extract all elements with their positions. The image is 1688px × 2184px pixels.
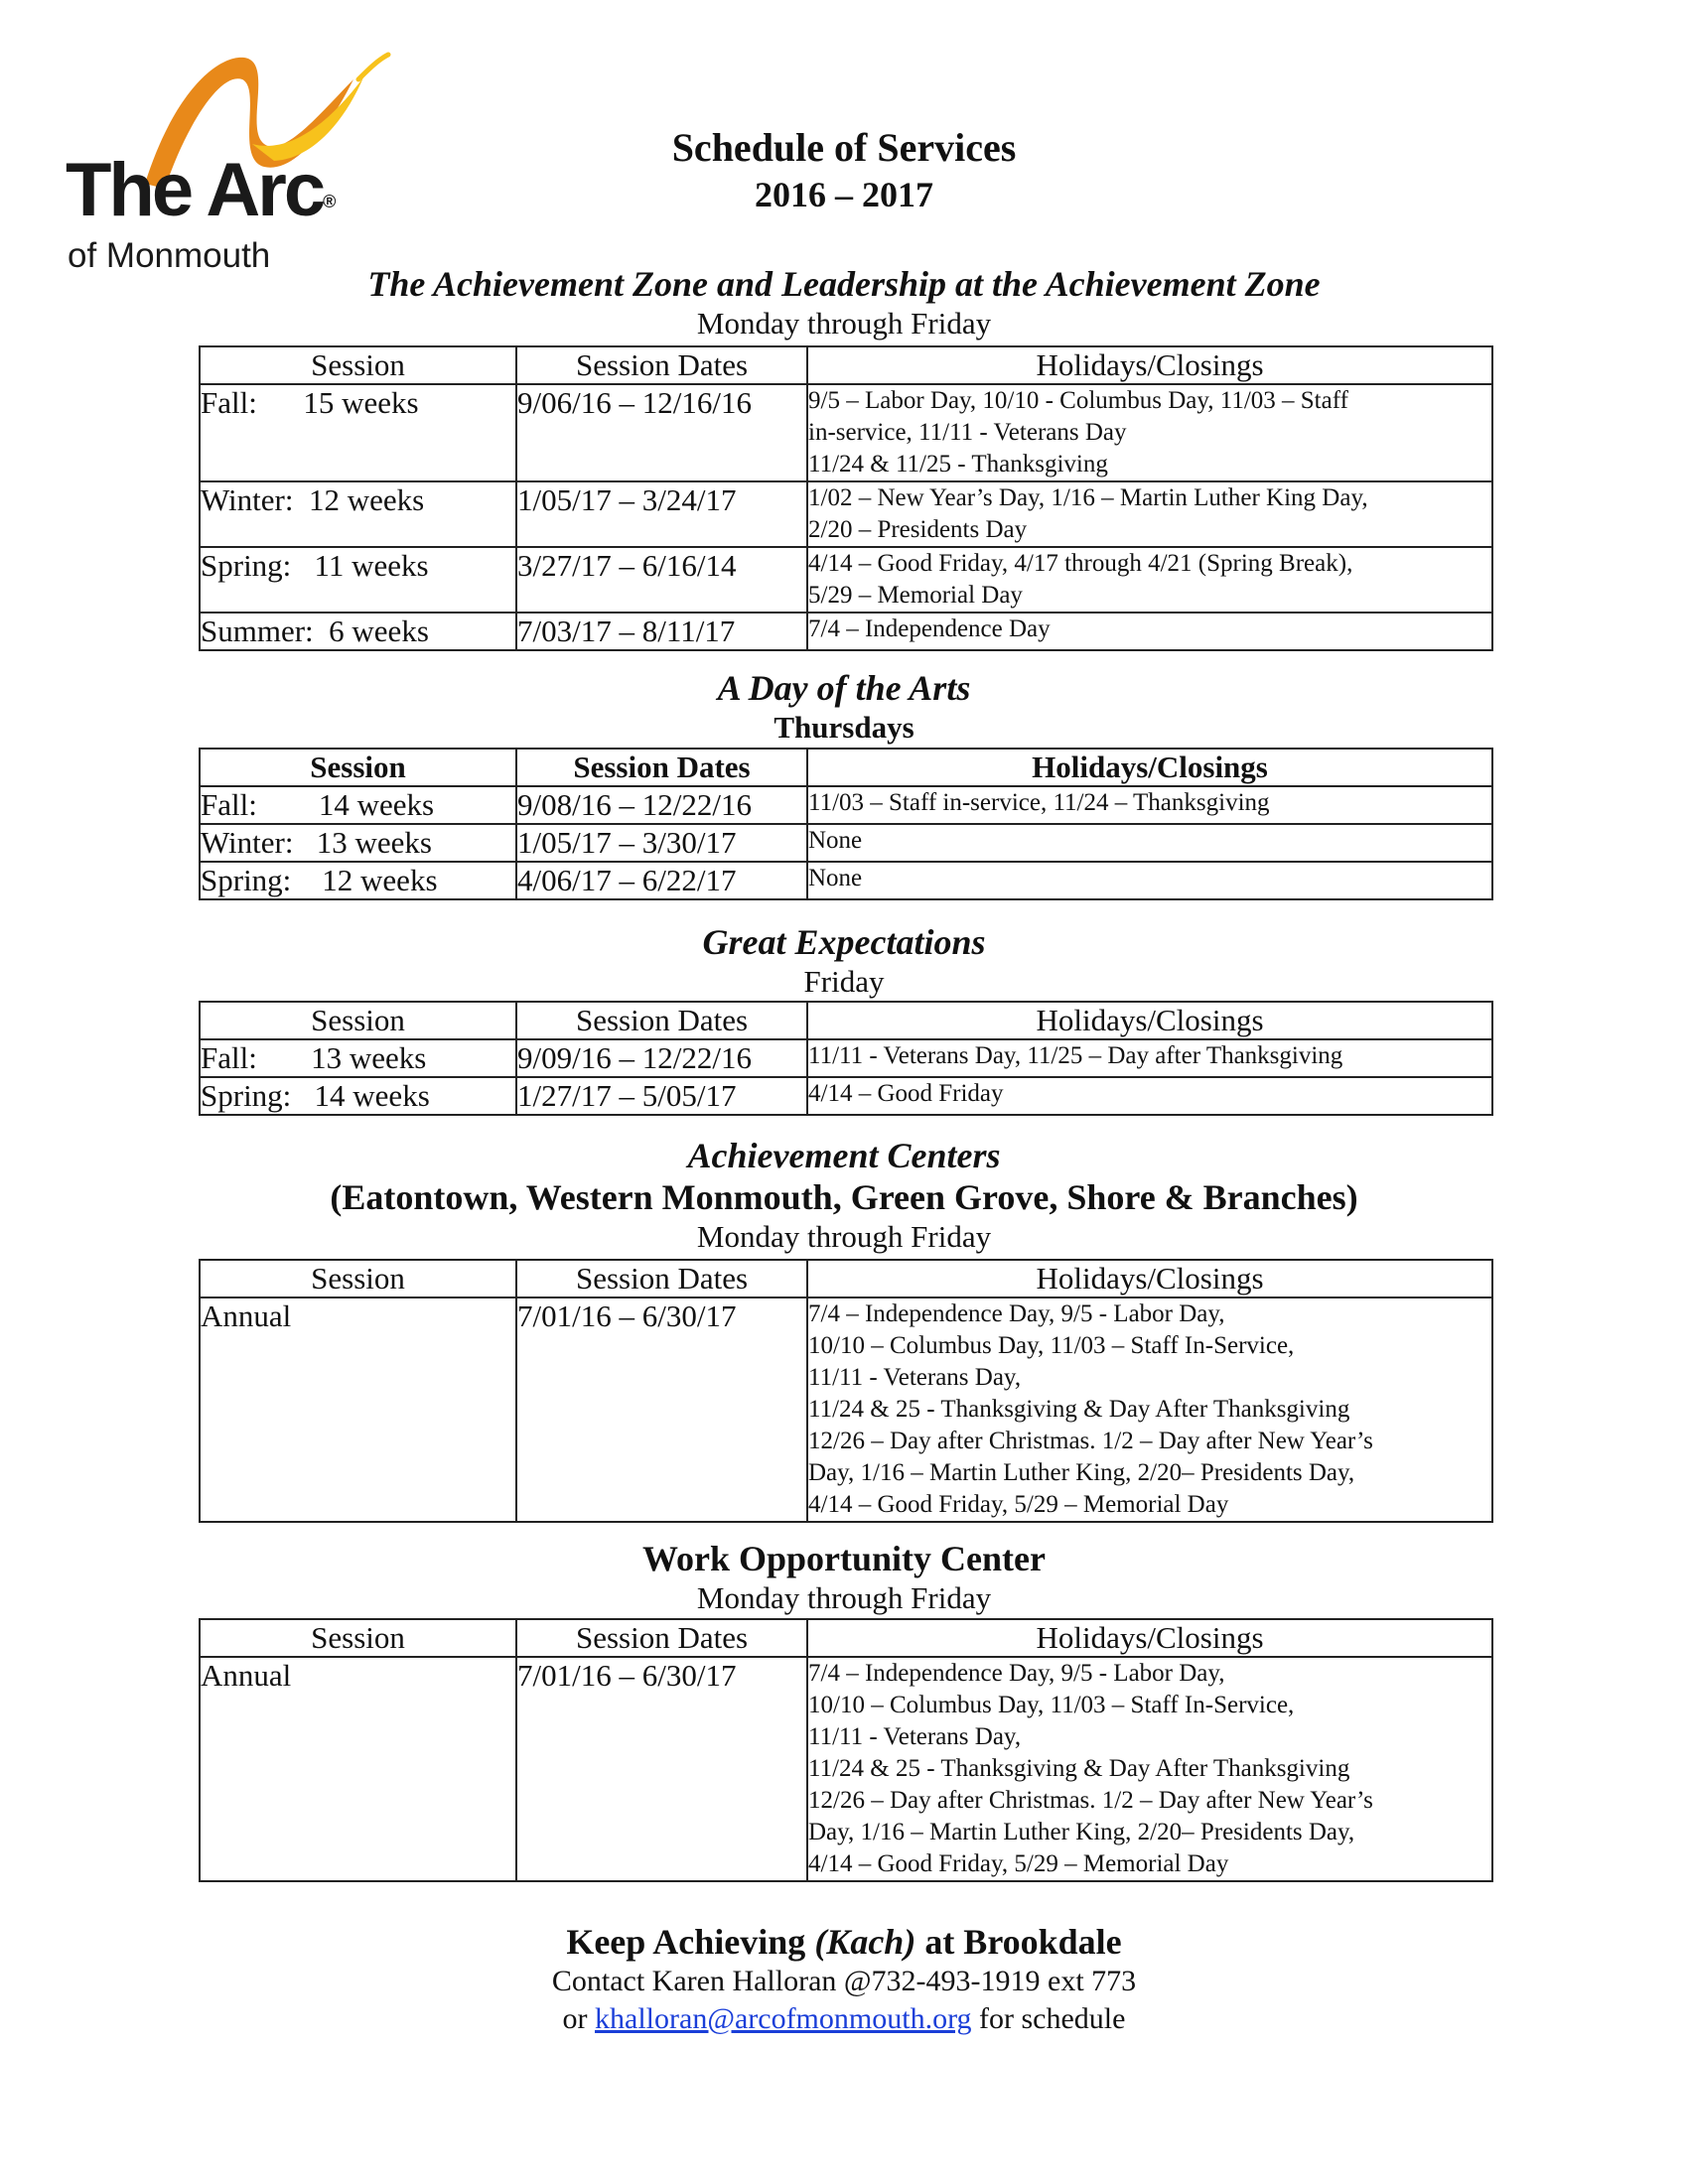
table-row <box>200 1657 1492 1881</box>
table-header-row <box>200 749 1492 786</box>
section-locations: (Eatontown, Western Monmouth, Green Grove, Shore & Branches) <box>330 1177 1358 1217</box>
document-title: Schedule of Services <box>671 125 1017 170</box>
table-row <box>200 384 1492 481</box>
table-row <box>200 1297 1492 1522</box>
section-subtitle: Monday through Friday <box>696 306 992 341</box>
holidays-cell: 7/4 – Independence Day, 9/5 - Labor Day, 10/10 – Columbus Day, 11/03 – Staff In-Service, 11/11 - Veterans Day, 11/24 & 25 - Thanksgiving & Day After Thanksgiving 12/26 – Day after Christmas. 1/2 – Day after New Year’s Day, 1/16 – Martin Luther King, 2/20– Presidents Day, 4/14 – Good Friday, 5/29 – Memorial Day <box>807 1297 1492 1522</box>
dates-cell: 7/01/16 – 6/30/17 <box>516 1297 807 1522</box>
dates-cell: 9/09/16 – 12/22/16 <box>516 1039 807 1077</box>
or-text: or <box>562 2002 596 2035</box>
column-header-holidays: Holidays/Closings <box>807 1619 1492 1657</box>
holidays-cell: 4/14 – Good Friday, 4/17 through 4/21 (Spring Break), 5/29 – Memorial Day <box>807 547 1492 613</box>
holidays-cell: 11/11 - Veterans Day, 11/25 – Day after Thanksgiving <box>807 1039 1492 1077</box>
section-title: Achievement Centers <box>687 1136 1001 1175</box>
logo-subtitle: of Monmouth <box>68 236 271 275</box>
session-cell: Annual <box>200 1657 516 1881</box>
holidays-cell: 4/14 – Good Friday <box>807 1077 1492 1115</box>
day-of-arts-table <box>199 748 1493 900</box>
achievement-centers-table <box>199 1259 1493 1523</box>
section-achievement-zone-heading <box>0 263 1688 342</box>
session-cell: Fall: 14 weeks <box>200 786 516 824</box>
section-work-opportunity-heading <box>0 1538 1688 1617</box>
session-cell: Spring: 11 weeks <box>200 547 516 613</box>
table-row <box>200 1077 1492 1115</box>
table-row <box>200 613 1492 650</box>
column-header-holidays: Holidays/Closings <box>807 1002 1492 1039</box>
great-expectations-table <box>199 1001 1493 1116</box>
session-cell: Annual <box>200 1297 516 1522</box>
column-header-dates: Session Dates <box>516 1002 807 1039</box>
session-cell: Winter: 12 weeks <box>200 481 516 547</box>
dates-cell: 9/08/16 – 12/22/16 <box>516 786 807 824</box>
dates-cell: 7/03/17 – 8/11/17 <box>516 613 807 650</box>
holidays-cell: 7/4 – Independence Day, 9/5 - Labor Day, 10/10 – Columbus Day, 11/03 – Staff In-Service, 11/11 - Veterans Day, 11/24 & 25 - Thanksgiving & Day After Thanksgiving 12/26 – Day after Christmas. 1/2 – Day after New Year’s Day, 1/16 – Martin Luther King, 2/20– Presidents Day, 4/14 – Good Friday, 5/29 – Memorial Day <box>807 1657 1492 1881</box>
section-title: A Day of the Arts <box>717 668 971 708</box>
column-header-session: Session <box>200 749 516 786</box>
footer-title-end: at Brookdale <box>915 1922 1122 1962</box>
section-title: The Achievement Zone and Leadership at the Achievement Zone <box>367 264 1321 304</box>
achievement-zone-table <box>199 345 1493 651</box>
section-title: Great Expectations <box>702 922 986 962</box>
contact-line: Contact Karen Halloran @732-493-1919 ext 773 <box>551 1965 1137 1997</box>
dates-cell: 1/05/17 – 3/24/17 <box>516 481 807 547</box>
session-cell: Winter: 13 weeks <box>200 824 516 862</box>
footer-kach <box>0 1921 1688 2038</box>
logo-wordmark-text: The Arc <box>66 148 324 232</box>
column-header-holidays: Holidays/Closings <box>807 1260 1492 1297</box>
table-row <box>200 547 1492 613</box>
table-row <box>200 862 1492 899</box>
section-title: Work Opportunity Center <box>641 1539 1046 1578</box>
table-header-row <box>200 346 1492 384</box>
dates-cell: 1/05/17 – 3/30/17 <box>516 824 807 862</box>
footer-title-kach: (Kach) <box>814 1922 916 1962</box>
table-row <box>200 786 1492 824</box>
table-row <box>200 1039 1492 1077</box>
email-line <box>0 2000 1688 2038</box>
document-year: 2016 – 2017 <box>755 175 933 214</box>
holidays-cell: 11/03 – Staff in-service, 11/24 – Thanksgiving <box>807 786 1492 824</box>
section-great-expectations-heading <box>0 921 1688 1001</box>
column-header-session: Session <box>200 346 516 384</box>
holidays-cell: None <box>807 824 1492 862</box>
column-header-dates: Session Dates <box>516 1260 807 1297</box>
trademark-mark: ® <box>323 192 337 211</box>
table-row <box>200 481 1492 547</box>
dates-cell: 9/06/16 – 12/16/16 <box>516 384 807 481</box>
table-header-row <box>200 1002 1492 1039</box>
dates-cell: 1/27/17 – 5/05/17 <box>516 1077 807 1115</box>
session-cell: Fall: 13 weeks <box>200 1039 516 1077</box>
footer-title-start: Keep Achieving <box>566 1922 815 1962</box>
section-day-of-arts-heading <box>0 667 1688 747</box>
column-header-dates: Session Dates <box>516 749 807 786</box>
column-header-holidays: Holidays/Closings <box>807 749 1492 786</box>
session-cell: Spring: 12 weeks <box>200 862 516 899</box>
column-header-session: Session <box>200 1002 516 1039</box>
column-header-dates: Session Dates <box>516 346 807 384</box>
column-header-session: Session <box>200 1619 516 1657</box>
section-subtitle: Friday <box>803 964 885 999</box>
dates-cell: 4/06/17 – 6/22/17 <box>516 862 807 899</box>
column-header-session: Session <box>200 1260 516 1297</box>
session-cell: Fall: 15 weeks <box>200 384 516 481</box>
table-header-row <box>200 1260 1492 1297</box>
holidays-cell: 1/02 – New Year’s Day, 1/16 – Martin Luther King Day, 2/20 – Presidents Day <box>807 481 1492 547</box>
column-header-dates: Session Dates <box>516 1619 807 1657</box>
session-cell: Spring: 14 weeks <box>200 1077 516 1115</box>
email-link[interactable]: khalloran@arcofmonmouth.org <box>595 2002 972 2035</box>
work-opportunity-table <box>199 1618 1493 1882</box>
section-subtitle: Thursdays <box>774 710 914 745</box>
footer-title <box>0 1921 1688 1963</box>
schedule-text: for schedule <box>971 2002 1126 2035</box>
dates-cell: 7/01/16 – 6/30/17 <box>516 1657 807 1881</box>
holidays-cell: 7/4 – Independence Day <box>807 613 1492 650</box>
table-row <box>200 824 1492 862</box>
column-header-holidays: Holidays/Closings <box>807 346 1492 384</box>
holidays-cell: 9/5 – Labor Day, 10/10 - Columbus Day, 11/03 – Staff in-service, 11/11 - Veterans Day 11/24 & 11/25 - Thanksgiving <box>807 384 1492 481</box>
session-cell: Summer: 6 weeks <box>200 613 516 650</box>
section-achievement-centers-heading <box>0 1135 1688 1256</box>
section-subtitle: Monday through Friday <box>696 1580 992 1615</box>
table-header-row <box>200 1619 1492 1657</box>
dates-cell: 3/27/17 – 6/16/14 <box>516 547 807 613</box>
section-subtitle: Monday through Friday <box>696 1219 992 1254</box>
holidays-cell: None <box>807 862 1492 899</box>
